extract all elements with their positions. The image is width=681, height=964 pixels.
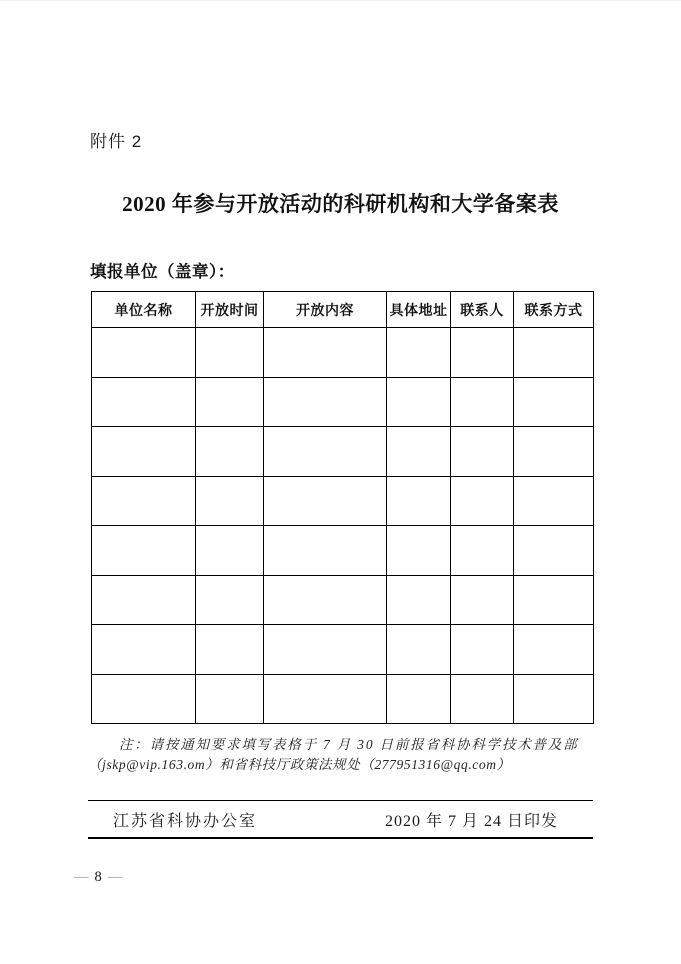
table-cell-empty <box>451 377 514 427</box>
page-number-dash-right: — <box>107 869 123 885</box>
table-row <box>92 476 594 526</box>
table-row <box>92 427 594 477</box>
table-header-contact-method: 联系方式 <box>514 292 594 328</box>
table-cell-empty <box>514 575 594 625</box>
table-cell-empty <box>387 377 451 427</box>
table-cell-empty <box>514 427 594 477</box>
table-cell-empty <box>264 377 387 427</box>
issuer-office: 江苏省科协办公室 <box>113 812 258 830</box>
table-cell-empty <box>92 526 196 576</box>
table-row <box>92 674 594 724</box>
table-cell-empty <box>92 575 196 625</box>
table-cell-empty <box>264 476 387 526</box>
table-cell-empty <box>387 526 451 576</box>
table-cell-empty <box>514 674 594 724</box>
record-table <box>91 291 594 724</box>
table-cell-empty <box>387 328 451 378</box>
table-cell-empty <box>264 328 387 378</box>
table-cell-empty <box>387 427 451 477</box>
table-cell-empty <box>387 625 451 675</box>
table-cell-empty <box>514 625 594 675</box>
table-cell-empty <box>264 526 387 576</box>
table-row <box>92 575 594 625</box>
table-cell-empty <box>196 377 264 427</box>
table-cell-empty <box>387 674 451 724</box>
table-cell-empty <box>92 328 196 378</box>
note-line-2: （jskp@vip.163.om）和省科技厅政策法规处（277951316@qq.com） <box>88 757 511 772</box>
table-cell-empty <box>196 526 264 576</box>
table-cell-empty <box>92 625 196 675</box>
table-cell-empty <box>196 328 264 378</box>
table-cell-empty <box>92 377 196 427</box>
table-cell-empty <box>514 526 594 576</box>
table-cell-empty <box>196 674 264 724</box>
table-row <box>92 328 594 378</box>
table-cell-empty <box>451 575 514 625</box>
issue-footer <box>88 800 593 839</box>
table-row <box>92 526 594 576</box>
table-cell-empty <box>92 674 196 724</box>
page-number-dash-left: — <box>74 869 89 885</box>
table-cell-empty <box>451 328 514 378</box>
table-header-open-time: 开放时间 <box>196 292 264 328</box>
note-block <box>88 735 594 775</box>
table-cell-empty <box>264 427 387 477</box>
table-header-open-content: 开放内容 <box>264 292 387 328</box>
table-header-row <box>92 292 594 328</box>
table-cell-empty <box>451 674 514 724</box>
table-body <box>92 328 594 724</box>
table-cell-empty <box>451 526 514 576</box>
table-cell-empty <box>514 328 594 378</box>
attachment-label: 附件 2 <box>90 132 143 151</box>
table-cell-empty <box>387 476 451 526</box>
table-row <box>92 625 594 675</box>
document-title: 2020 年参与开放活动的科研机构和大学备案表 <box>122 192 559 216</box>
table-header-contact-person: 联系人 <box>451 292 514 328</box>
table-cell-empty <box>451 476 514 526</box>
table-cell-empty <box>264 575 387 625</box>
table-cell-empty <box>451 427 514 477</box>
table-header-unit-name: 单位名称 <box>92 292 196 328</box>
table-cell-empty <box>196 476 264 526</box>
table-cell-empty <box>387 575 451 625</box>
table-cell-empty <box>514 476 594 526</box>
table-cell-empty <box>196 625 264 675</box>
table-cell-empty <box>514 377 594 427</box>
table-cell-empty <box>264 674 387 724</box>
fill-unit-seal-label: 填报单位（盖章）： <box>90 263 235 281</box>
note-line-1: 注：请按通知要求填写表格于 7 月 30 日前报省科协科学技术普及部 <box>119 737 579 752</box>
page-number-value: 8 <box>94 869 102 885</box>
table-header-address: 具体地址 <box>387 292 451 328</box>
table-cell-empty <box>196 575 264 625</box>
table-cell-empty <box>196 427 264 477</box>
print-date: 2020 年 7 月 24 日印发 <box>384 812 558 830</box>
page-number <box>68 869 128 886</box>
table-cell-empty <box>92 427 196 477</box>
table-cell-empty <box>451 625 514 675</box>
table-cell-empty <box>92 476 196 526</box>
table-cell-empty <box>264 625 387 675</box>
table-row <box>92 377 594 427</box>
